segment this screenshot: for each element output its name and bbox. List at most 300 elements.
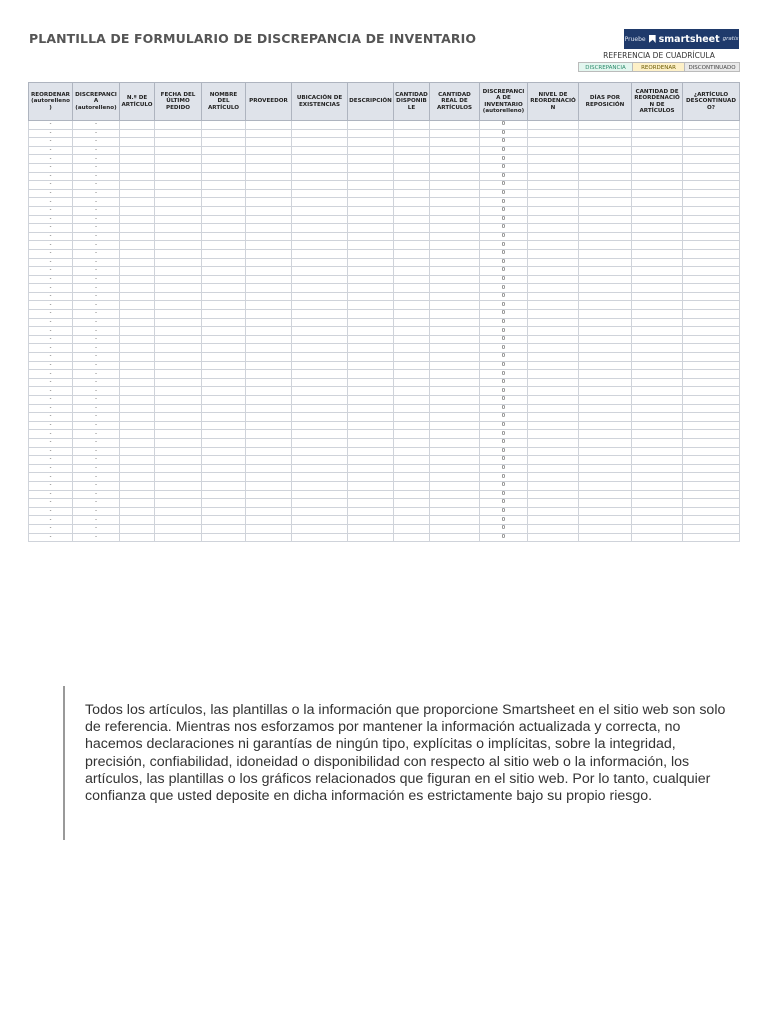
table-cell[interactable]: [683, 490, 740, 499]
table-cell[interactable]: [348, 438, 394, 447]
table-cell[interactable]: [292, 421, 348, 430]
table-cell[interactable]: [632, 258, 683, 267]
table-cell[interactable]: [430, 258, 480, 267]
table-cell[interactable]: [394, 181, 430, 190]
table-cell[interactable]: [528, 413, 579, 422]
table-cell[interactable]: [120, 181, 155, 190]
table-cell[interactable]: [246, 275, 292, 284]
table-cell[interactable]: [632, 344, 683, 353]
table-cell[interactable]: [579, 327, 632, 336]
table-cell[interactable]: [246, 189, 292, 198]
table-cell[interactable]: [430, 456, 480, 465]
table-cell[interactable]: [430, 370, 480, 379]
table-cell[interactable]: [579, 387, 632, 396]
table-cell[interactable]: 0: [480, 430, 528, 439]
table-cell[interactable]: [394, 232, 430, 241]
table-cell[interactable]: [683, 215, 740, 224]
table-cell[interactable]: [120, 292, 155, 301]
table-cell[interactable]: [246, 198, 292, 207]
table-cell[interactable]: [246, 464, 292, 473]
table-cell[interactable]: [394, 421, 430, 430]
table-cell[interactable]: [155, 172, 202, 181]
table-cell[interactable]: -: [73, 438, 120, 447]
table-cell[interactable]: [202, 507, 246, 516]
table-cell[interactable]: [528, 138, 579, 147]
table-cell[interactable]: [683, 438, 740, 447]
table-cell[interactable]: [292, 292, 348, 301]
table-cell[interactable]: [683, 516, 740, 525]
table-cell[interactable]: [632, 396, 683, 405]
table-cell[interactable]: [120, 301, 155, 310]
table-cell[interactable]: [292, 481, 348, 490]
table-cell[interactable]: [202, 172, 246, 181]
table-cell[interactable]: -: [29, 249, 73, 258]
table-cell[interactable]: [202, 430, 246, 439]
table-cell[interactable]: [155, 189, 202, 198]
table-cell[interactable]: [348, 249, 394, 258]
table-cell[interactable]: [632, 146, 683, 155]
table-cell[interactable]: [120, 490, 155, 499]
table-cell[interactable]: [348, 198, 394, 207]
table-cell[interactable]: [348, 421, 394, 430]
table-cell[interactable]: [155, 413, 202, 422]
table-cell[interactable]: -: [73, 499, 120, 508]
table-cell[interactable]: [246, 456, 292, 465]
table-cell[interactable]: [579, 267, 632, 276]
table-cell[interactable]: [579, 163, 632, 172]
table-cell[interactable]: [202, 456, 246, 465]
table-cell[interactable]: [292, 138, 348, 147]
table-cell[interactable]: [632, 413, 683, 422]
table-cell[interactable]: -: [73, 215, 120, 224]
table-cell[interactable]: [155, 361, 202, 370]
table-cell[interactable]: [394, 516, 430, 525]
table-cell[interactable]: [632, 292, 683, 301]
table-cell[interactable]: [202, 198, 246, 207]
table-cell[interactable]: [528, 421, 579, 430]
table-cell[interactable]: [120, 327, 155, 336]
table-cell[interactable]: [155, 370, 202, 379]
table-cell[interactable]: [683, 413, 740, 422]
table-cell[interactable]: [292, 378, 348, 387]
table-cell[interactable]: [246, 516, 292, 525]
table-cell[interactable]: [430, 507, 480, 516]
table-cell[interactable]: [430, 421, 480, 430]
table-cell[interactable]: [292, 499, 348, 508]
table-cell[interactable]: [246, 224, 292, 233]
table-cell[interactable]: [394, 524, 430, 533]
table-cell[interactable]: [579, 524, 632, 533]
table-cell[interactable]: [155, 121, 202, 130]
table-cell[interactable]: [348, 129, 394, 138]
table-cell[interactable]: [155, 344, 202, 353]
table-cell[interactable]: [683, 473, 740, 482]
table-cell[interactable]: -: [29, 163, 73, 172]
table-cell[interactable]: [292, 206, 348, 215]
table-cell[interactable]: [120, 163, 155, 172]
table-cell[interactable]: [202, 353, 246, 362]
table-cell[interactable]: [528, 438, 579, 447]
table-cell[interactable]: -: [29, 524, 73, 533]
table-cell[interactable]: [632, 181, 683, 190]
table-cell[interactable]: [579, 404, 632, 413]
table-cell[interactable]: [394, 499, 430, 508]
table-cell[interactable]: [292, 413, 348, 422]
table-cell[interactable]: 0: [480, 232, 528, 241]
table-cell[interactable]: [155, 258, 202, 267]
table-cell[interactable]: [202, 387, 246, 396]
table-cell[interactable]: [528, 516, 579, 525]
table-cell[interactable]: [430, 335, 480, 344]
table-cell[interactable]: -: [29, 387, 73, 396]
table-cell[interactable]: [632, 232, 683, 241]
table-cell[interactable]: [348, 447, 394, 456]
table-cell[interactable]: 0: [480, 387, 528, 396]
table-cell[interactable]: [202, 275, 246, 284]
table-cell[interactable]: [155, 507, 202, 516]
table-cell[interactable]: [292, 344, 348, 353]
table-cell[interactable]: 0: [480, 241, 528, 250]
table-cell[interactable]: [348, 387, 394, 396]
table-cell[interactable]: -: [73, 318, 120, 327]
table-cell[interactable]: [348, 533, 394, 542]
table-cell[interactable]: [292, 310, 348, 319]
table-cell[interactable]: [632, 155, 683, 164]
table-cell[interactable]: [202, 516, 246, 525]
table-cell[interactable]: -: [73, 189, 120, 198]
table-cell[interactable]: [120, 258, 155, 267]
table-cell[interactable]: [683, 361, 740, 370]
table-cell[interactable]: [683, 396, 740, 405]
table-cell[interactable]: [430, 215, 480, 224]
table-cell[interactable]: [120, 507, 155, 516]
table-cell[interactable]: [683, 430, 740, 439]
table-cell[interactable]: 0: [480, 516, 528, 525]
table-cell[interactable]: [155, 499, 202, 508]
table-cell[interactable]: [246, 507, 292, 516]
table-cell[interactable]: [202, 267, 246, 276]
table-cell[interactable]: [394, 430, 430, 439]
table-cell[interactable]: -: [29, 396, 73, 405]
table-cell[interactable]: [120, 447, 155, 456]
table-cell[interactable]: [683, 524, 740, 533]
table-cell[interactable]: [430, 378, 480, 387]
table-cell[interactable]: [683, 146, 740, 155]
table-cell[interactable]: -: [73, 387, 120, 396]
table-cell[interactable]: [430, 327, 480, 336]
table-cell[interactable]: -: [29, 507, 73, 516]
table-cell[interactable]: [120, 438, 155, 447]
table-cell[interactable]: [292, 258, 348, 267]
table-cell[interactable]: [246, 232, 292, 241]
table-cell[interactable]: 0: [480, 447, 528, 456]
table-cell[interactable]: [394, 318, 430, 327]
table-cell[interactable]: [579, 430, 632, 439]
table-cell[interactable]: [579, 370, 632, 379]
table-cell[interactable]: -: [29, 129, 73, 138]
table-cell[interactable]: [202, 284, 246, 293]
table-cell[interactable]: [246, 181, 292, 190]
table-cell[interactable]: [246, 215, 292, 224]
table-cell[interactable]: [430, 318, 480, 327]
table-cell[interactable]: [246, 473, 292, 482]
table-cell[interactable]: [579, 447, 632, 456]
table-cell[interactable]: [348, 163, 394, 172]
table-cell[interactable]: [348, 215, 394, 224]
table-cell[interactable]: [292, 155, 348, 164]
table-cell[interactable]: [683, 163, 740, 172]
table-cell[interactable]: [292, 318, 348, 327]
table-cell[interactable]: [632, 249, 683, 258]
table-cell[interactable]: [155, 464, 202, 473]
table-cell[interactable]: [292, 335, 348, 344]
table-cell[interactable]: [246, 327, 292, 336]
table-cell[interactable]: [120, 198, 155, 207]
table-cell[interactable]: -: [73, 284, 120, 293]
table-cell[interactable]: [120, 499, 155, 508]
table-cell[interactable]: [120, 370, 155, 379]
table-cell[interactable]: 0: [480, 473, 528, 482]
table-cell[interactable]: -: [73, 249, 120, 258]
table-cell[interactable]: 0: [480, 533, 528, 542]
table-cell[interactable]: [528, 396, 579, 405]
table-cell[interactable]: [348, 464, 394, 473]
table-cell[interactable]: -: [73, 490, 120, 499]
table-cell[interactable]: 0: [480, 464, 528, 473]
table-cell[interactable]: [683, 447, 740, 456]
table-cell[interactable]: [120, 284, 155, 293]
table-cell[interactable]: [528, 524, 579, 533]
table-cell[interactable]: [683, 481, 740, 490]
table-cell[interactable]: -: [73, 447, 120, 456]
table-cell[interactable]: -: [73, 206, 120, 215]
table-cell[interactable]: [202, 361, 246, 370]
table-cell[interactable]: [348, 146, 394, 155]
table-cell[interactable]: [683, 224, 740, 233]
table-cell[interactable]: -: [29, 335, 73, 344]
table-cell[interactable]: [579, 507, 632, 516]
table-cell[interactable]: [155, 387, 202, 396]
table-cell[interactable]: [155, 310, 202, 319]
table-cell[interactable]: [120, 378, 155, 387]
table-cell[interactable]: [246, 206, 292, 215]
table-cell[interactable]: [348, 361, 394, 370]
table-cell[interactable]: [155, 430, 202, 439]
table-cell[interactable]: [528, 404, 579, 413]
table-cell[interactable]: [155, 353, 202, 362]
table-cell[interactable]: [292, 361, 348, 370]
table-cell[interactable]: -: [73, 516, 120, 525]
table-cell[interactable]: [528, 267, 579, 276]
table-cell[interactable]: [579, 438, 632, 447]
table-cell[interactable]: [246, 353, 292, 362]
table-cell[interactable]: [202, 249, 246, 258]
table-cell[interactable]: [348, 181, 394, 190]
table-cell[interactable]: [394, 438, 430, 447]
table-cell[interactable]: [292, 129, 348, 138]
table-cell[interactable]: -: [29, 421, 73, 430]
table-cell[interactable]: [120, 353, 155, 362]
table-cell[interactable]: -: [29, 138, 73, 147]
table-cell[interactable]: 0: [480, 344, 528, 353]
table-cell[interactable]: 0: [480, 301, 528, 310]
table-cell[interactable]: [246, 335, 292, 344]
table-cell[interactable]: -: [73, 413, 120, 422]
table-cell[interactable]: [246, 301, 292, 310]
table-cell[interactable]: [246, 318, 292, 327]
table-cell[interactable]: [394, 533, 430, 542]
table-cell[interactable]: [292, 473, 348, 482]
table-cell[interactable]: [683, 121, 740, 130]
table-cell[interactable]: [632, 516, 683, 525]
table-cell[interactable]: -: [29, 155, 73, 164]
table-cell[interactable]: [632, 121, 683, 130]
table-cell[interactable]: [202, 232, 246, 241]
table-cell[interactable]: 0: [480, 318, 528, 327]
table-cell[interactable]: [155, 396, 202, 405]
table-cell[interactable]: [430, 146, 480, 155]
table-cell[interactable]: [246, 267, 292, 276]
table-cell[interactable]: [632, 267, 683, 276]
table-cell[interactable]: [348, 481, 394, 490]
table-cell[interactable]: [155, 404, 202, 413]
table-cell[interactable]: [683, 344, 740, 353]
table-cell[interactable]: -: [73, 335, 120, 344]
table-cell[interactable]: [430, 413, 480, 422]
table-cell[interactable]: [348, 370, 394, 379]
table-cell[interactable]: [246, 258, 292, 267]
table-cell[interactable]: [579, 224, 632, 233]
table-cell[interactable]: [683, 189, 740, 198]
table-cell[interactable]: [579, 215, 632, 224]
table-cell[interactable]: 0: [480, 370, 528, 379]
table-cell[interactable]: 0: [480, 524, 528, 533]
table-cell[interactable]: [120, 275, 155, 284]
table-cell[interactable]: [683, 318, 740, 327]
table-cell[interactable]: [683, 370, 740, 379]
table-cell[interactable]: -: [29, 370, 73, 379]
table-cell[interactable]: [348, 275, 394, 284]
table-cell[interactable]: [348, 241, 394, 250]
table-cell[interactable]: 0: [480, 224, 528, 233]
table-cell[interactable]: 0: [480, 456, 528, 465]
table-cell[interactable]: [632, 206, 683, 215]
table-cell[interactable]: [632, 327, 683, 336]
table-cell[interactable]: [202, 481, 246, 490]
table-cell[interactable]: [394, 387, 430, 396]
table-cell[interactable]: [120, 533, 155, 542]
table-cell[interactable]: [202, 327, 246, 336]
table-cell[interactable]: [632, 464, 683, 473]
table-cell[interactable]: -: [29, 456, 73, 465]
table-cell[interactable]: -: [73, 224, 120, 233]
table-cell[interactable]: [632, 524, 683, 533]
table-cell[interactable]: [528, 430, 579, 439]
table-cell[interactable]: [528, 327, 579, 336]
table-cell[interactable]: [394, 129, 430, 138]
table-cell[interactable]: [155, 421, 202, 430]
table-cell[interactable]: [155, 327, 202, 336]
table-cell[interactable]: [632, 215, 683, 224]
table-cell[interactable]: [528, 533, 579, 542]
table-cell[interactable]: [246, 310, 292, 319]
table-cell[interactable]: [155, 456, 202, 465]
table-cell[interactable]: -: [73, 258, 120, 267]
table-cell[interactable]: [430, 473, 480, 482]
table-cell[interactable]: -: [29, 430, 73, 439]
table-cell[interactable]: [528, 275, 579, 284]
table-cell[interactable]: [120, 129, 155, 138]
table-cell[interactable]: [246, 378, 292, 387]
table-cell[interactable]: [579, 292, 632, 301]
table-cell[interactable]: [430, 138, 480, 147]
table-cell[interactable]: [430, 524, 480, 533]
table-cell[interactable]: [579, 378, 632, 387]
table-cell[interactable]: [430, 241, 480, 250]
table-cell[interactable]: -: [73, 378, 120, 387]
table-cell[interactable]: [430, 121, 480, 130]
table-cell[interactable]: 0: [480, 189, 528, 198]
table-cell[interactable]: -: [73, 121, 120, 130]
table-cell[interactable]: [430, 438, 480, 447]
table-cell[interactable]: [202, 524, 246, 533]
table-cell[interactable]: [292, 198, 348, 207]
table-cell[interactable]: [348, 310, 394, 319]
table-cell[interactable]: [579, 138, 632, 147]
table-cell[interactable]: [394, 327, 430, 336]
table-cell[interactable]: [683, 181, 740, 190]
table-cell[interactable]: [683, 507, 740, 516]
table-cell[interactable]: -: [73, 301, 120, 310]
table-cell[interactable]: [579, 241, 632, 250]
table-cell[interactable]: [292, 146, 348, 155]
table-cell[interactable]: [579, 301, 632, 310]
table-cell[interactable]: -: [73, 464, 120, 473]
table-cell[interactable]: [246, 370, 292, 379]
table-cell[interactable]: [579, 344, 632, 353]
table-cell[interactable]: 0: [480, 361, 528, 370]
table-cell[interactable]: [683, 275, 740, 284]
table-cell[interactable]: 0: [480, 310, 528, 319]
table-cell[interactable]: [632, 275, 683, 284]
table-cell[interactable]: [246, 344, 292, 353]
table-cell[interactable]: [632, 430, 683, 439]
table-cell[interactable]: [430, 310, 480, 319]
table-cell[interactable]: [683, 335, 740, 344]
table-cell[interactable]: [292, 516, 348, 525]
table-cell[interactable]: [528, 499, 579, 508]
table-cell[interactable]: [394, 413, 430, 422]
table-cell[interactable]: [632, 421, 683, 430]
table-cell[interactable]: [155, 533, 202, 542]
table-cell[interactable]: [430, 206, 480, 215]
table-cell[interactable]: [683, 172, 740, 181]
table-cell[interactable]: [683, 404, 740, 413]
table-cell[interactable]: [348, 267, 394, 276]
table-cell[interactable]: [348, 353, 394, 362]
table-cell[interactable]: [120, 335, 155, 344]
table-cell[interactable]: [528, 146, 579, 155]
table-cell[interactable]: [348, 473, 394, 482]
table-cell[interactable]: [120, 241, 155, 250]
table-cell[interactable]: [246, 155, 292, 164]
table-cell[interactable]: [528, 481, 579, 490]
table-cell[interactable]: [632, 481, 683, 490]
table-cell[interactable]: [579, 490, 632, 499]
table-cell[interactable]: [202, 241, 246, 250]
table-cell[interactable]: [246, 284, 292, 293]
table-cell[interactable]: [348, 396, 394, 405]
